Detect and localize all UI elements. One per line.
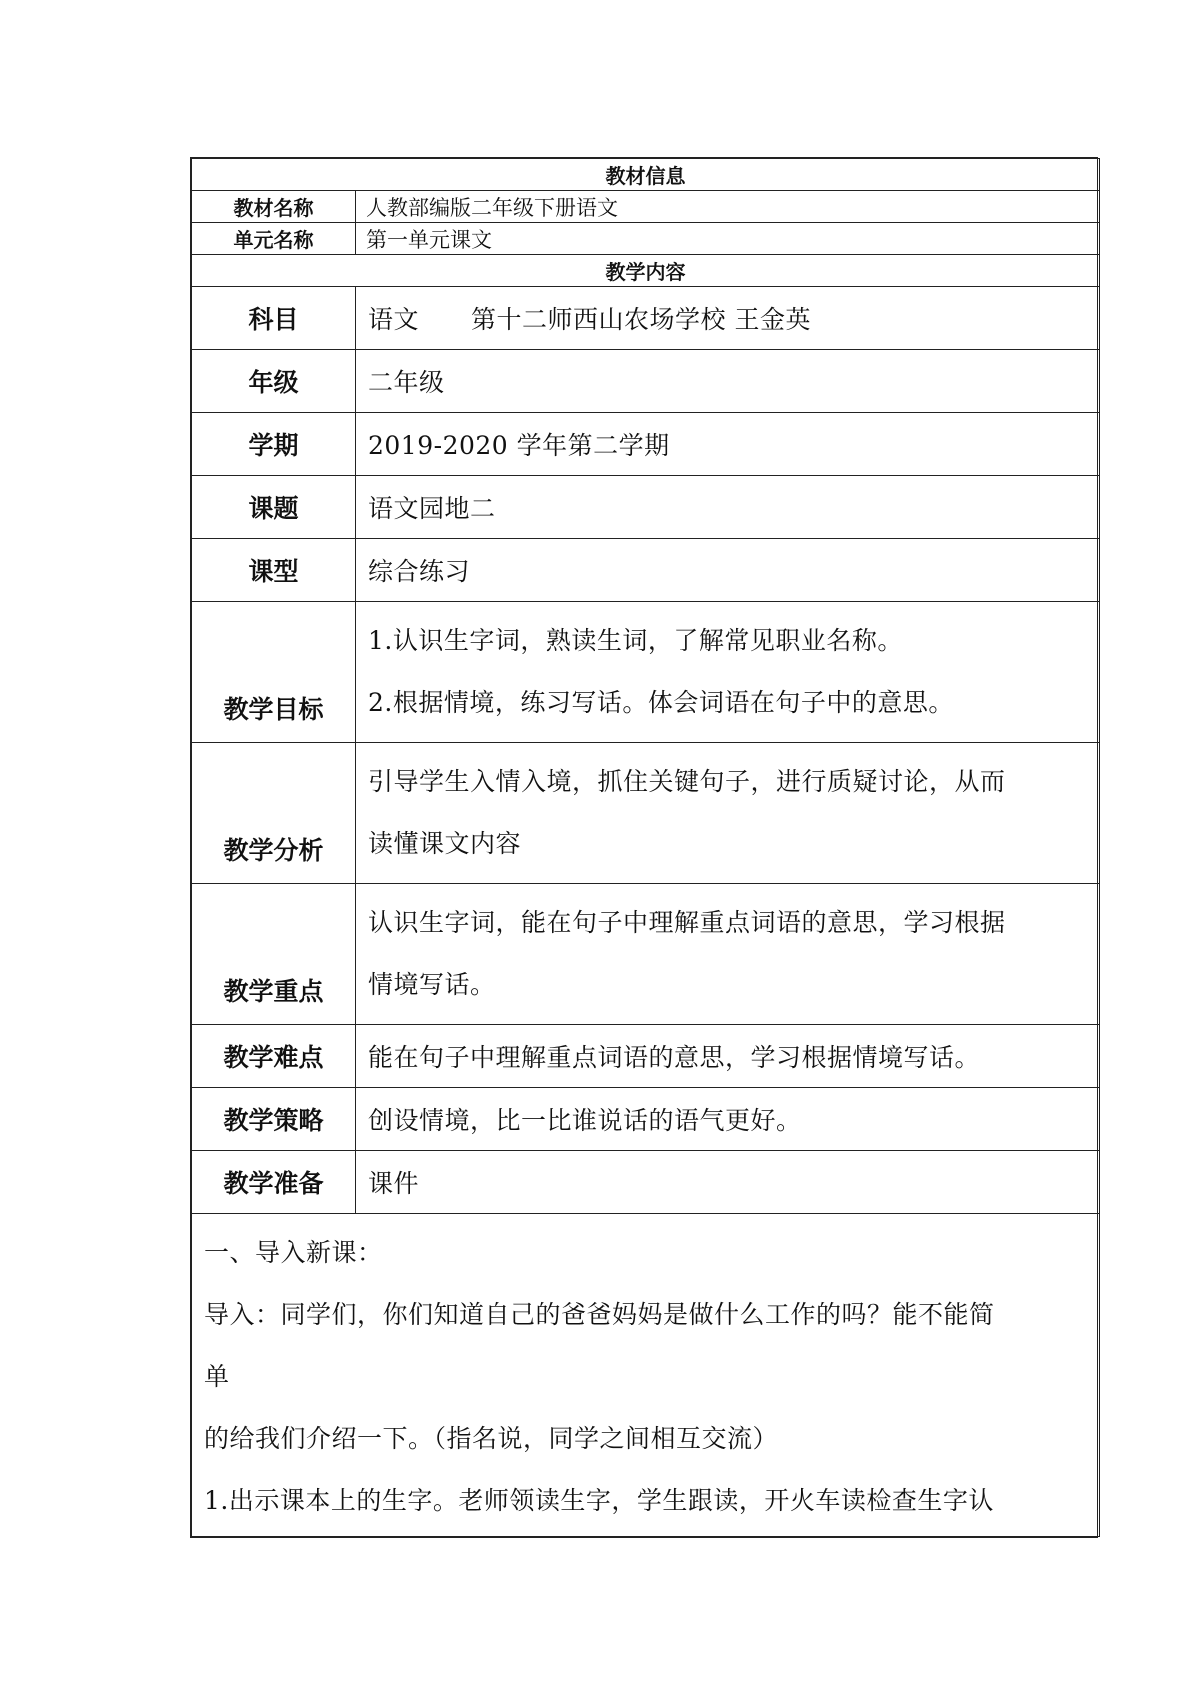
analysis-value [356,743,1100,884]
info-section-heading: 教材信息 [192,159,1100,191]
key-points-line-2: 情境写话。 [368,970,496,999]
textbook-name-value: 人教部编版二年级下册语文 [356,191,1100,223]
grade-label: 年级 [192,350,356,413]
objective-line-2: 2.根据情境，练习写话。体会词语在句子中的意思。 [368,688,954,717]
process-line-2: 导入：同学们，你们知道自己的爸爸妈妈是做什么工作的吗？能不能简 [204,1300,995,1329]
strategy-label: 教学策略 [192,1088,356,1151]
lesson-plan-table [190,157,1098,1538]
unit-name-value: 第一单元课文 [356,223,1100,255]
content-section-heading: 教学内容 [192,255,1100,287]
analysis-line-2: 读懂课文内容 [368,829,522,858]
subject-value-cell [356,287,1100,350]
row-term [192,413,1100,476]
unit-name-label: 单元名称 [192,223,356,255]
subject-value: 语文 [368,305,420,334]
school-teacher: 第十二师西山农场学校 王金英 [471,305,811,334]
topic-value: 语文园地二 [356,476,1100,539]
analysis-line-1: 引导学生入情入境，抓住关键句子，进行质疑讨论，从而 [368,767,1006,796]
objectives-value [356,602,1100,743]
key-points-value [356,884,1100,1025]
term-label: 学期 [192,413,356,476]
difficulties-value: 能在句子中理解重点词语的意思，学习根据情境写话。 [356,1025,1100,1088]
row-objectives [192,602,1100,743]
row-strategy [192,1088,1100,1151]
subject-label: 科目 [192,287,356,350]
row-process [192,1214,1100,1537]
lesson-type-label: 课型 [192,539,356,602]
key-points-line-1: 认识生字词，能在句子中理解重点词语的意思，学习根据 [368,908,1006,937]
objective-line-1: 1.认识生字词，熟读生词，了解常见职业名称。 [368,626,903,655]
info-row-textbook [192,191,1100,223]
row-lesson-type [192,539,1100,602]
analysis-label: 教学分析 [192,743,356,884]
info-heading-row [192,159,1100,191]
row-preparation [192,1151,1100,1214]
term-value: 2019-2020 学年第二学期 [356,413,1100,476]
row-topic [192,476,1100,539]
lesson-type-value: 综合练习 [356,539,1100,602]
row-analysis [192,743,1100,884]
row-subject [192,287,1100,350]
textbook-name-label: 教材名称 [192,191,356,223]
process-line-3: 单 [204,1362,230,1391]
content-heading-row [192,255,1100,287]
preparation-label: 教学准备 [192,1151,356,1214]
strategy-value: 创设情境，比一比谁说话的语气更好。 [356,1088,1100,1151]
lesson-plan-grid [191,158,1100,1537]
key-points-label: 教学重点 [192,884,356,1025]
row-key-points [192,884,1100,1025]
process-line-4: 的给我们介绍一下。（指名说，同学之间相互交流） [204,1424,779,1453]
difficulties-label: 教学难点 [192,1025,356,1088]
grade-value: 二年级 [356,350,1100,413]
topic-label: 课题 [192,476,356,539]
row-grade [192,350,1100,413]
teaching-process [192,1214,1100,1537]
info-row-unit [192,223,1100,255]
row-difficulties [192,1025,1100,1088]
process-line-1: 一、导入新课： [204,1238,383,1267]
process-line-5: 1.出示课本上的生字。老师领读生字，学生跟读，开火车读检查生字认 [204,1486,994,1515]
objectives-label: 教学目标 [192,602,356,743]
preparation-value: 课件 [356,1151,1100,1214]
